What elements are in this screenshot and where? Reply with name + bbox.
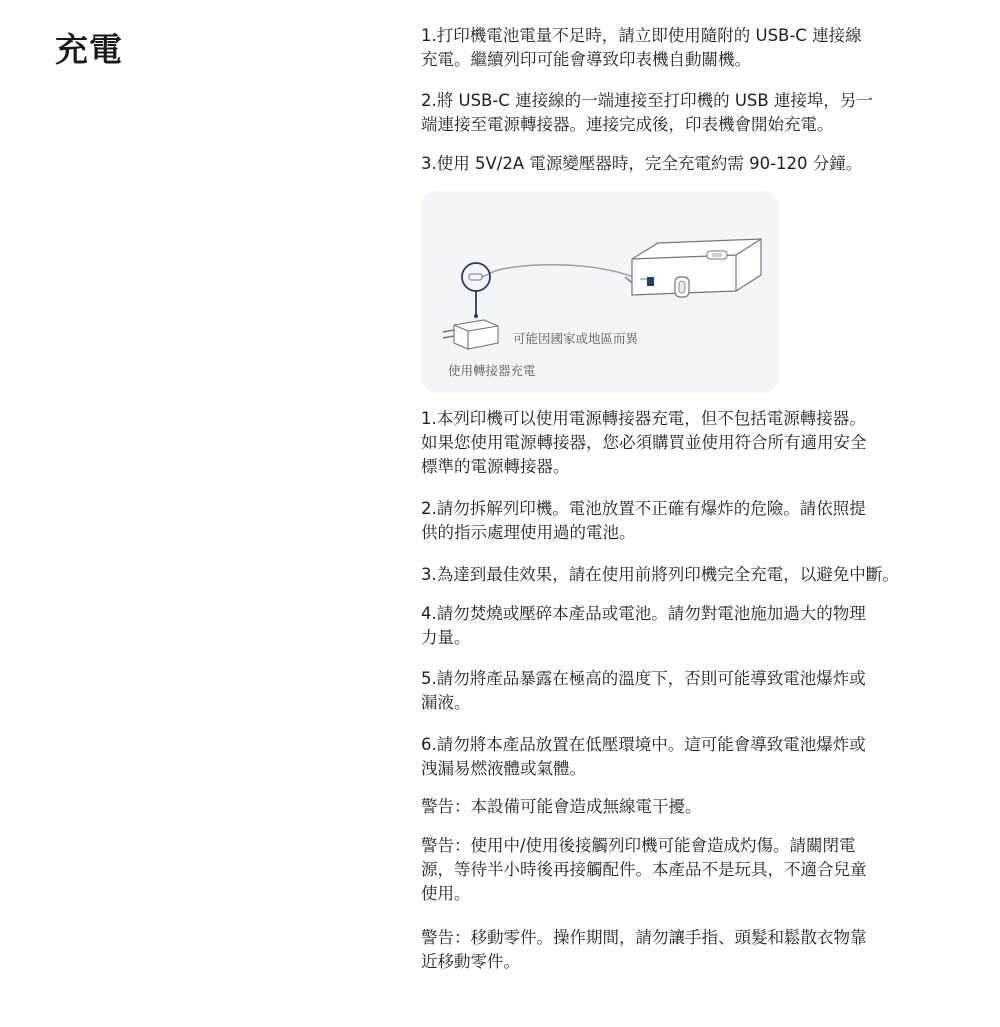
text-line: 近移動零件。: [421, 952, 520, 971]
charging-illustration: [421, 191, 779, 393]
region-note: 可能因國家或地區而異: [513, 331, 639, 346]
text-line: 2.將 USB-C 連接線的一端連接至打印機的 USB 連接埠，另一: [421, 91, 873, 110]
text-line: 3.為達到最佳效果，請在使用前將列印機完全充電，以避免中斷。: [421, 565, 899, 584]
notice-paragraph-4: [421, 602, 866, 650]
intro-paragraph-3: [421, 152, 862, 176]
text-line: 警告：移動零件。操作期間，請勿讓手指、頭髮和鬆散衣物靠: [421, 928, 867, 947]
text-line: 3.使用 5V/2A 電源變壓器時，完全充電約需 90-120 分鐘。: [421, 154, 863, 173]
text-line: 供的指示處理使用過的電池。: [421, 523, 636, 542]
text-line: 充電。繼續列印可能會導致印表機自動關機。: [421, 50, 751, 69]
text-line: 力量。: [421, 628, 471, 647]
notice-paragraph-5: [421, 667, 866, 715]
text-line: 使用。: [421, 884, 471, 903]
text-line: 端連接至電源轉接器。連接完成後，印表機會開始充電。: [421, 115, 834, 134]
text-line: 4.請勿焚燒或壓碎本產品或電池。請勿對電池施加過大的物理: [421, 604, 866, 623]
text-line: 洩漏易燃液體或氣體。: [421, 759, 586, 778]
notice-paragraph-6: [421, 733, 866, 781]
warning-moving-parts: [421, 926, 867, 974]
text-line: 1.本列印機可以使用電源轉接器充電，但不包括電源轉接器。: [421, 409, 866, 428]
text-line: 漏液。: [421, 693, 471, 712]
text-line: 警告：本設備可能會造成無線電干擾。: [421, 797, 702, 816]
text-line: 2.請勿拆解列印機。電池放置不正確有爆炸的危險。請依照提: [421, 499, 866, 518]
text-line: 5.請勿將產品暴露在極高的溫度下，否則可能導致電池爆炸或: [421, 669, 866, 688]
text-line: 1.打印機電池電量不足時，請立即使用隨附的 USB-C 連接線: [421, 26, 862, 45]
notice-paragraph-3: [421, 563, 899, 587]
text-line: 源，等待半小時後再接觸配件。本產品不是玩具，不適合兒童: [421, 860, 867, 879]
warning-radio-interference: [421, 795, 702, 819]
figure-caption: 使用轉接器充電: [448, 363, 536, 378]
page-title: 充電: [55, 30, 123, 69]
notice-paragraph-2: [421, 497, 866, 545]
intro-paragraph-2: [421, 89, 873, 137]
text-line: 6.請勿將本產品放置在低壓環境中。這可能會導致電池爆炸或: [421, 735, 866, 754]
warning-burns: [421, 834, 867, 906]
notice-paragraph-1: [421, 407, 867, 479]
intro-paragraph-1: [421, 24, 862, 72]
text-line: 如果您使用電源轉接器，您必須購買並使用符合所有適用安全: [421, 433, 867, 452]
text-line: 警告：使用中/使用後接觸列印機可能會造成灼傷。請關閉電: [421, 836, 856, 855]
text-line: 標準的電源轉接器。: [421, 457, 570, 476]
